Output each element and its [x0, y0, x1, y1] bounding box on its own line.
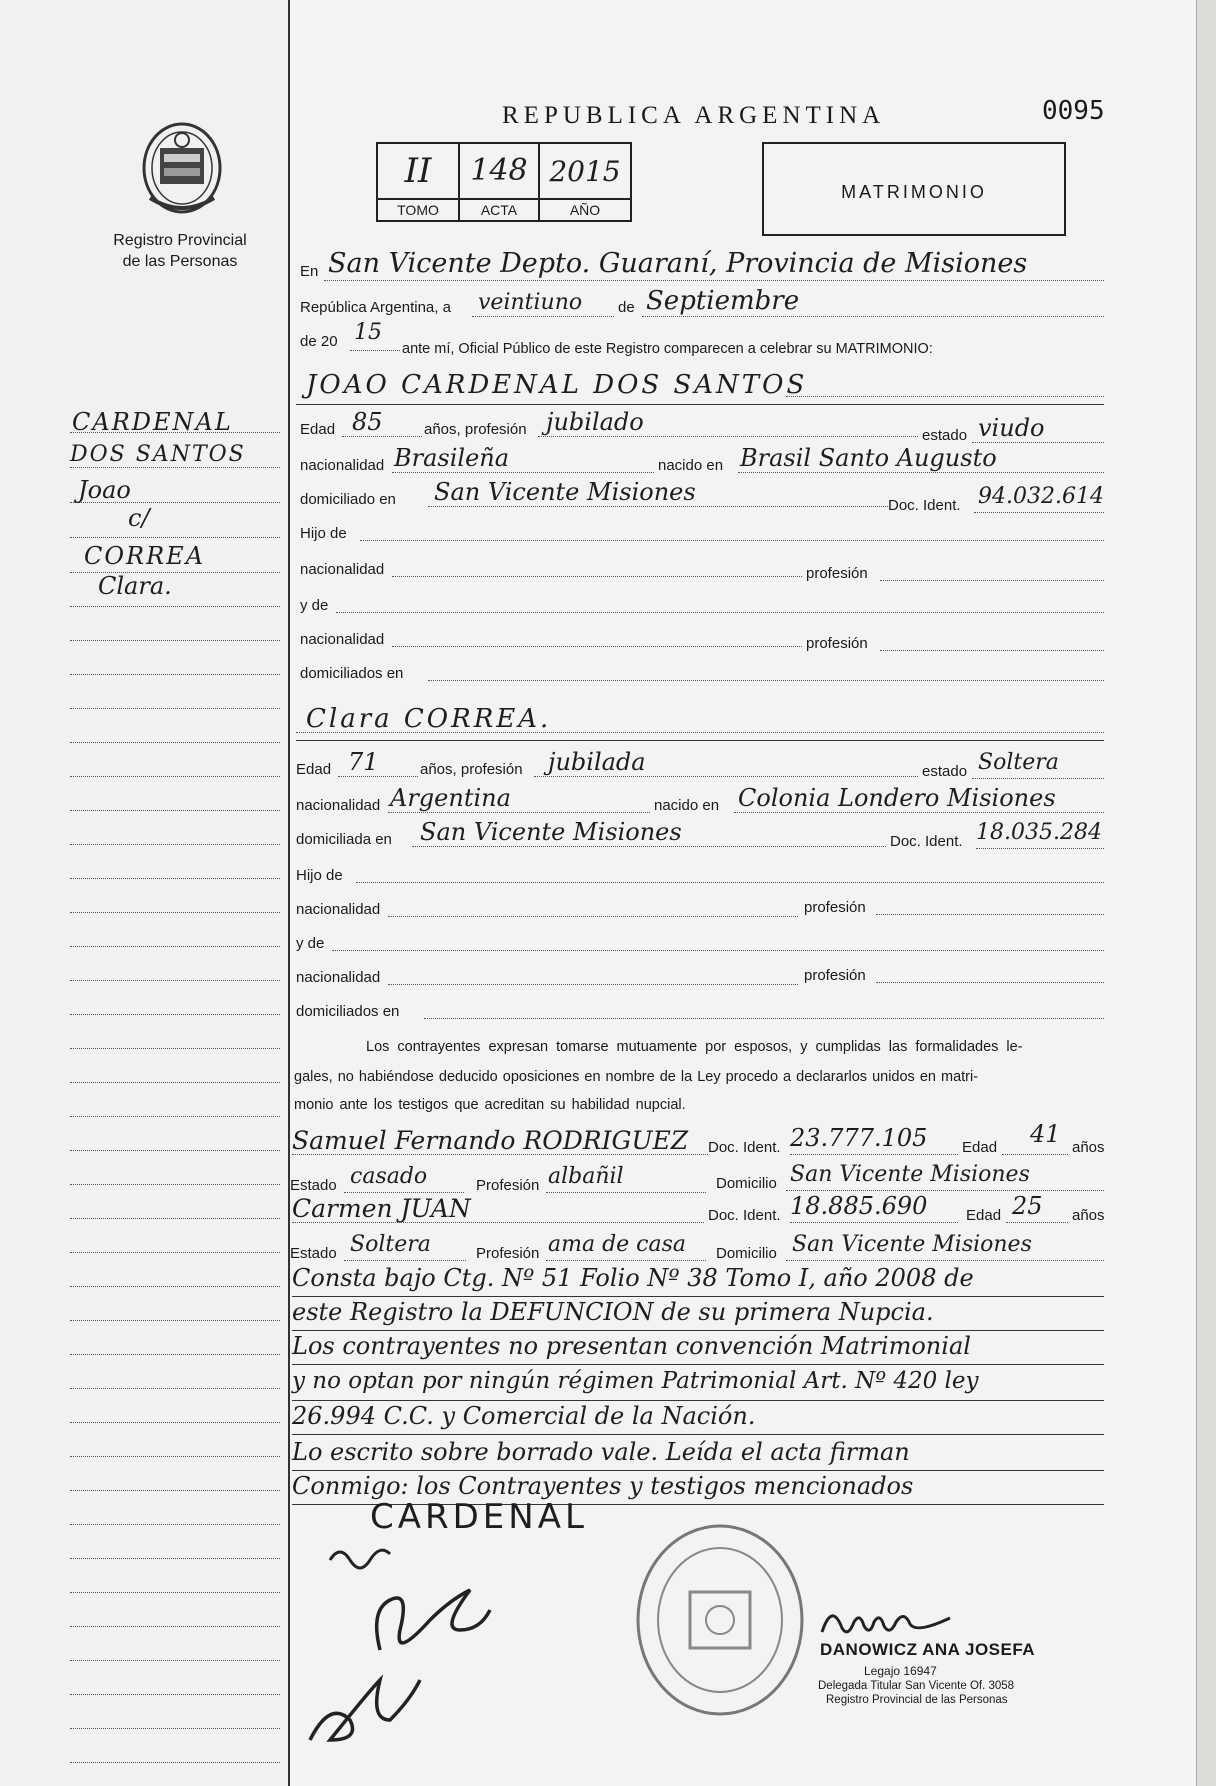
margin-note-line3: Joao — [78, 476, 131, 504]
note-line: 26.994 C.C. y Comercial de la Nación. — [292, 1402, 756, 1430]
official-registry: Registro Provincial de las Personas — [826, 1694, 1008, 1706]
groom-profesion: jubilado — [546, 408, 644, 436]
tomo-label: TOMO — [397, 202, 439, 218]
note-line: y no optan por ningún régimen Patrimonial Art. Nº 420 ley — [292, 1368, 979, 1394]
groom-domicilio: San Vicente Misiones — [434, 478, 696, 506]
groom-prof1-label: profesión — [806, 565, 868, 582]
note-line: Consta bajo Ctg. Nº 51 Folio Nº 38 Tomo I, año 2008 de — [292, 1264, 974, 1292]
witness1-domicilio-label: Domicilio — [716, 1175, 777, 1192]
groom-nacido: Brasil Santo Augusto — [740, 444, 997, 472]
note-line: Lo escrito sobre borrado vale. Leída el acta firman — [292, 1438, 910, 1466]
bride-nacido-label: nacido en — [654, 797, 720, 814]
margin-note-line4: c/ — [128, 504, 150, 532]
witness2-edad-label: Edad — [966, 1207, 1002, 1224]
day-value: veintiuno — [478, 290, 583, 315]
witness1-estado-label: Estado — [290, 1177, 337, 1194]
witness2-domicilio-label: Domicilio — [716, 1245, 777, 1262]
witness1-estado: casado — [350, 1164, 428, 1189]
bride-nac2-label: nacionalidad — [296, 969, 381, 986]
acta-value: 148 — [470, 153, 528, 188]
witness2-name: Carmen JUAN — [292, 1194, 471, 1223]
groom-edad-label: Edad — [300, 421, 336, 438]
registry-name-line1: Registro Provincial — [113, 232, 247, 249]
month-value: Septiembre — [646, 286, 800, 316]
official-name: DANOWICZ ANA JOSEFA — [820, 1640, 1036, 1659]
witness2-anos-label: años — [1072, 1207, 1105, 1224]
place-value: San Vicente Depto. Guaraní, Provincia de Misiones — [328, 248, 1028, 279]
bride-prof2-label: profesión — [804, 967, 866, 984]
day-de-label: de — [618, 299, 635, 316]
bride-yde-label: y de — [296, 935, 325, 952]
country-title: REPUBLICA ARGENTINA — [502, 102, 886, 129]
witness1-profesion: albañil — [548, 1164, 624, 1189]
bride-doc-label: Doc. Ident. — [890, 833, 963, 850]
groom-doc-label: Doc. Ident. — [888, 497, 961, 514]
act-type-label: MATRIMONIO — [841, 182, 987, 202]
year-prefix-label: de 20 — [300, 333, 338, 350]
official-seal-icon — [630, 1520, 810, 1720]
groom-nacionalidad: Brasileña — [394, 444, 510, 472]
bride-nacionalidad-label: nacionalidad — [296, 797, 381, 814]
bride-edad: 71 — [348, 748, 379, 776]
declaration-line3: monio ante los testigos que acreditan su habilidad nupcial. — [294, 1097, 686, 1113]
bride-profesion: jubilada — [548, 748, 646, 776]
note-line: Los contrayentes no presentan convención Matrimonial — [292, 1332, 971, 1360]
witness1-doc: 23.777.105 — [790, 1124, 928, 1152]
official-legajo: Legajo 16947 — [864, 1664, 937, 1678]
record-id-box — [376, 142, 632, 222]
groom-anos-label: años, profesión — [424, 421, 527, 438]
groom-signature: CARDENAL — [370, 1497, 588, 1537]
ano-label: AÑO — [569, 202, 601, 218]
witness2-domicilio: San Vicente Misiones — [792, 1232, 1032, 1257]
bride-prof1-label: profesión — [804, 899, 866, 916]
witness1-name: Samuel Fernando RODRIGUEZ — [292, 1126, 689, 1155]
groom-yde-label: y de — [300, 597, 329, 614]
witness1-domicilio: San Vicente Misiones — [790, 1162, 1030, 1187]
acta-label: ACTA — [480, 202, 518, 218]
note-line: este Registro la DEFUNCION de su primera Nupcia. — [292, 1298, 934, 1326]
note-line: Conmigo: los Contrayentes y testigos mencionados — [292, 1472, 914, 1500]
registry-name-line2: de las Personas — [122, 253, 238, 270]
declaration-line1: Los contrayentes expresan tomarse mutuamente por esposos, y cumplidas las formalidades le- — [366, 1039, 1023, 1055]
coat-of-arms-icon — [136, 118, 228, 218]
groom-prof2-label: profesión — [806, 635, 868, 652]
margin-note-line1: CARDENAL — [72, 408, 233, 436]
groom-hijo-label: Hijo de — [300, 525, 347, 542]
republic-label: República Argentina, a — [300, 299, 451, 316]
act-type-box — [762, 142, 1066, 236]
groom-domiciliados-label: domiciliados en — [300, 665, 404, 682]
bride-edad-label: Edad — [296, 761, 332, 778]
witness1-edad: 41 — [1030, 1120, 1061, 1148]
bride-nacido: Colonia Londero Misiones — [738, 784, 1056, 812]
bride-nacionalidad: Argentina — [390, 784, 511, 812]
groom-domiciliado-label: domiciliado en — [300, 491, 396, 508]
bride-estado: Soltera — [978, 750, 1059, 775]
bride-domiciliados-label: domiciliados en — [296, 1003, 400, 1020]
tomo-value: II — [404, 151, 432, 191]
bride-nac1-label: nacionalidad — [296, 901, 381, 918]
groom-name: JOAO CARDENAL DOS SANTOS — [306, 370, 808, 400]
year-value: 15 — [354, 320, 382, 345]
groom-doc: 94.032.614 — [978, 484, 1104, 509]
witness2-estado: Soltera — [350, 1232, 431, 1257]
ano-value: 2015 — [549, 155, 621, 188]
folio-number: 0095 — [1042, 96, 1105, 126]
witness2-doc: 18.885.690 — [790, 1192, 928, 1220]
witness1-profesion-label: Profesión — [476, 1177, 540, 1194]
groom-estado: viudo — [978, 414, 1045, 442]
witness2-estado-label: Estado — [290, 1245, 337, 1262]
witness2-profesion: ama de casa — [548, 1232, 687, 1257]
witness2-doc-label: Doc. Ident. — [708, 1207, 781, 1224]
margin-note-line5: CORREA — [84, 542, 206, 570]
official-title: Delegada Titular San Vicente Of. 3058 — [818, 1680, 1015, 1692]
bride-doc: 18.035.284 — [976, 820, 1102, 845]
groom-edad: 85 — [352, 408, 383, 436]
groom-nacionalidad-label: nacionalidad — [300, 457, 385, 474]
provincial-seal — [136, 118, 228, 218]
appearance-statement: ante mí, Oficial Público de este Registro comparecen a celebrar su MATRIMONIO: — [402, 341, 933, 357]
bride-estado-label: estado — [922, 763, 968, 780]
groom-nac1-label: nacionalidad — [300, 561, 385, 578]
witness2-profesion-label: Profesión — [476, 1245, 540, 1262]
bride-anos-label: años, profesión — [420, 761, 523, 778]
bride-name: Clara CORREA. — [306, 704, 552, 734]
signature-scribbles — [290, 1530, 590, 1760]
margin-note-line2: DOS SANTOS — [70, 442, 246, 467]
bride-hijo-label: Hijo de — [296, 867, 343, 884]
bride-domiciliada-label: domiciliada en — [296, 831, 392, 848]
witness1-doc-label: Doc. Ident. — [708, 1139, 781, 1156]
witness2-edad: 25 — [1012, 1192, 1043, 1220]
groom-nac2-label: nacionalidad — [300, 631, 385, 648]
page-right-edge — [1196, 0, 1216, 1786]
groom-nacido-label: nacido en — [658, 457, 724, 474]
en-label: En — [300, 263, 319, 280]
bride-domicilio: San Vicente Misiones — [420, 818, 682, 846]
groom-estado-label: estado — [922, 427, 968, 444]
witness1-edad-label: Edad — [962, 1139, 998, 1156]
witness1-anos-label: años — [1072, 1139, 1105, 1156]
declaration-line2: gales, no habiéndose deducido oposiciones en nombre de la Ley procedo a declararlos unidos en matri- — [294, 1069, 979, 1085]
margin-note-line6: Clara. — [98, 572, 172, 600]
